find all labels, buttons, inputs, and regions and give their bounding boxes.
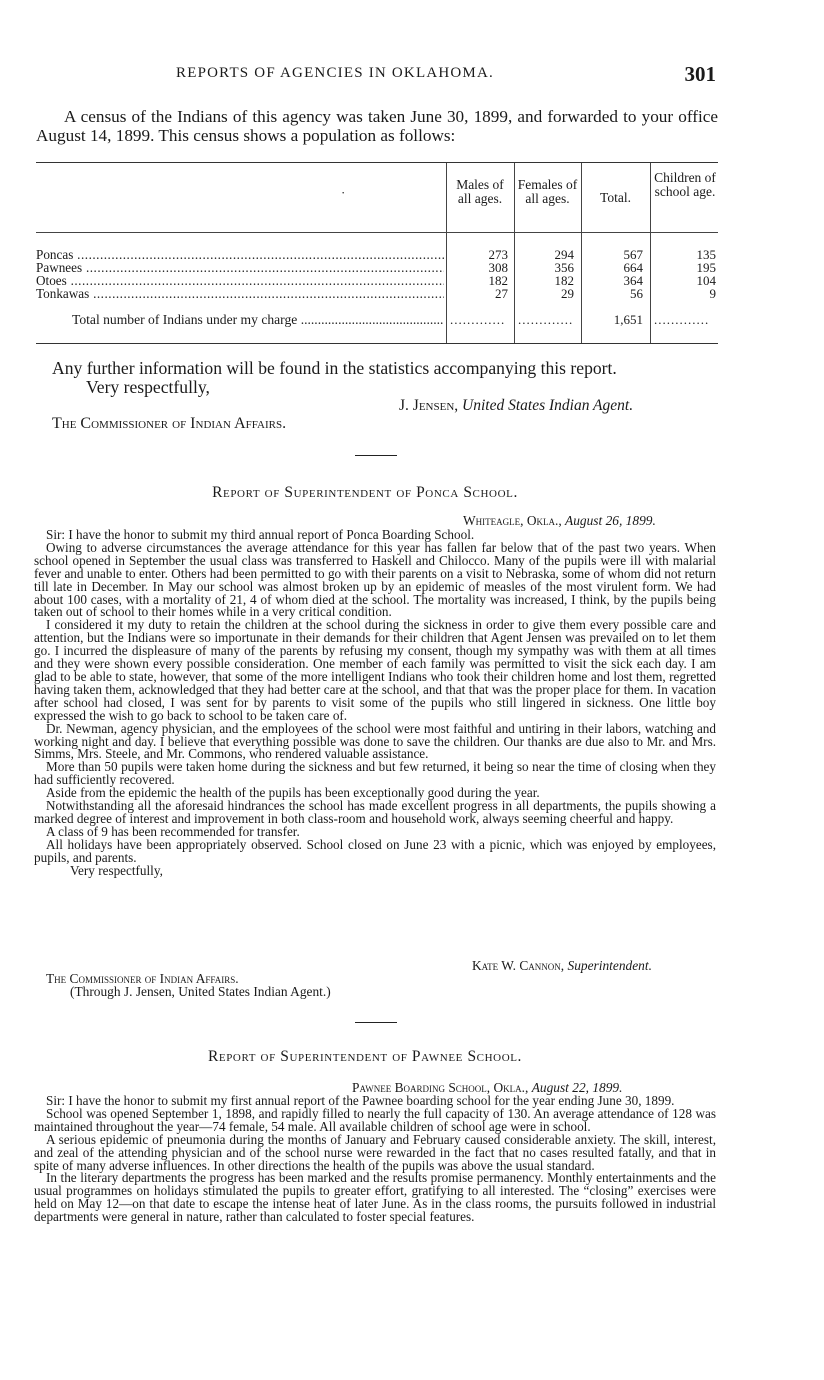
section-divider <box>355 1022 397 1023</box>
row-name: Otoes ..... <box>36 274 444 287</box>
ponca-place-date <box>463 513 656 529</box>
cell-children: 9 <box>709 286 716 301</box>
cell-total: 364 <box>623 273 643 288</box>
section-divider <box>355 455 397 456</box>
agent-title: United States Indian Agent. <box>462 397 634 414</box>
pawnee-report-heading: Report of Superintendent of Pawnee School. <box>207 1048 523 1065</box>
cell-total: 56 <box>630 286 643 301</box>
total-value: 1,651 <box>613 312 643 327</box>
row-name: Pawnees ..... <box>36 261 444 274</box>
ponca-date: August 26, 1899. <box>565 513 656 528</box>
cell-males: 182 <box>488 273 508 288</box>
ponca-paragraph: A class of 9 has been recommended for transfer. <box>46 823 300 839</box>
pawnee-paragraph: A serious epidemic of pneumonia during the months of January and February caused considerable anxiety. The skill, interest, and zeal of the attending physician and of the school nurse were rewarded in the fact that no cases resulted fatally, and that in spite of many adverse influences. In other directions the health of the pupils was above the usual standard. <box>34 1131 716 1173</box>
pawnee-date: August 22, 1899. <box>531 1080 623 1095</box>
page-number: 301 <box>684 62 716 86</box>
ponca-paragraph: Sir: I have the honor to submit my third annual report of Ponca Boarding School. <box>46 527 475 542</box>
agent-signature <box>399 396 633 415</box>
ponca-paragraph: I considered it my duty to retain the children at the school during the sickness in order to give them every possible care and attention, but the Indians were so importunate in their demands for their children that Agent Jensen was prevailed on to let them go. I incurred the displeasure of many of the parents by refusing my consent, though my sympathy was with them at all times and they were shown every possible consideration. One member of each family was permitted to visit the sick each day. I am glad to be able to state, however, that some of the more intelligent Indians who took their children home and lost them, regretted having taken them, acknowledged that they had better care at the school, and that that was the proper place for them. In vacation after school had closed, I was sent for by parents to visit some of the pupils who still lingered in sickness. One little boy expressed the wish to go back to school to be taken care of. <box>34 617 716 723</box>
agency-complimentary-close: Very respectfully, <box>86 377 210 397</box>
ponca-paragraph: Notwithstanding all the aforesaid hindrances the school has made excellent progress in all departments, the pupils showing a marked degree of interest and improvement in both class-room and household work, always seeming cheerful and happy. <box>34 798 716 826</box>
total-dots-children: ............. <box>654 312 710 327</box>
total-dots-females: ............. <box>518 312 574 327</box>
pawnee-report-body <box>34 1095 716 1224</box>
ponca-through-line: (Through J. Jensen, United States Indian Agent.) <box>70 984 331 999</box>
agency-addressee: The Commissioner of Indian Affairs. <box>52 415 287 432</box>
cell-females: 356 <box>554 260 574 275</box>
pawnee-place: Pawnee Boarding School, Okla., <box>352 1080 529 1095</box>
pawnee-paragraph: School was opened September 1, 1898, and rapidly filled to nearly the full capacity of 130. An average attendance of 128 was maintained throughout the year—74 female, 54 male. All available children of school age were in school. <box>34 1105 716 1134</box>
stub-mark: · <box>341 185 346 200</box>
cell-males: 27 <box>495 286 508 301</box>
column-header-females: Females of all ages. <box>517 177 578 206</box>
cell-children: 195 <box>696 260 716 275</box>
column-header-males: Males of all ages. <box>456 177 504 206</box>
ponca-paragraph: Owing to adverse circumstances the average attendance for this year has fallen far below that of the past two years. When school opened in September the usual class was transferred to Haskell and Chilocco. Many of the pupils were ill with malarial fever and unable to enter. Others had been permitted to go with their parents on a visit to Nebraska, some of whom did not return till late in December. In May our school was almost broken up by an epidemic of measles of the most virulent form. We had about 100 cases, with a mortality of 21, 4 of whom died at the school. The mortality was increased, I think, by the pupils being taken out of school to their homes while in a very critical condition. <box>34 539 716 620</box>
table-divider <box>446 163 447 343</box>
table-divider <box>650 163 651 343</box>
ponca-complimentary-close: Very respectfully, <box>70 862 163 878</box>
agent-name: J. Jensen, <box>399 397 459 414</box>
cell-children: 104 <box>696 273 716 288</box>
table-header-rule <box>36 232 718 233</box>
running-head <box>36 62 716 88</box>
cell-children: 135 <box>696 247 716 262</box>
table-divider <box>581 163 582 343</box>
pawnee-paragraph: Sir: I have the honor to submit my first annual report of the Pawnee boarding school for the year ending June 30, 1899. <box>46 1093 675 1108</box>
cell-total: 567 <box>623 247 643 262</box>
superintendent-signature <box>472 958 652 974</box>
row-name: Tonkawas ..... <box>36 287 444 300</box>
superintendent-name: Kate W. Cannon, <box>472 958 565 973</box>
total-row-label: Total number of Indians under my charge ..... <box>72 312 444 328</box>
cell-males: 273 <box>488 247 508 262</box>
ponca-paragraph: Dr. Newman, agency physician, and the employees of the school were most faithful and untiring in their labors, watching and working night and day. I believe that everything possible was done to save the children. Our thanks are due also to Mr. and Mrs. Simms, Mrs. Steele, and Mr. Commons, who rendered valuable assistance. <box>34 720 716 762</box>
superintendent-title: Superintendent. <box>567 958 652 973</box>
row-name: Poncas ..... <box>36 248 444 261</box>
cell-females: 182 <box>554 273 574 288</box>
ponca-paragraph: All holidays have been appropriately observed. School closed on June 23 with a picnic, which was enjoyed by employees, pupils, and parents. <box>34 836 716 865</box>
cell-males: 308 <box>488 260 508 275</box>
cell-total: 664 <box>623 260 643 275</box>
running-title: REPORTS OF AGENCIES IN OKLAHOMA. <box>176 65 494 81</box>
total-dots-males: ............. <box>450 312 506 327</box>
census-table <box>36 162 718 344</box>
cell-females: 294 <box>554 247 574 262</box>
ponca-paragraph: Aside from the epidemic the health of the pupils has been exceptionally good during the year. <box>46 785 540 801</box>
ponca-addressee-text: The Commissioner of Indian Affairs. <box>46 971 239 986</box>
ponca-report-heading: Report of Superintendent of Ponca School. <box>212 484 518 501</box>
column-header-children: Children of school age. <box>654 170 716 199</box>
census-intro: A census of the Indians of this agency was taken June 30, 1899, and forwarded to your office August 14, 1899. This census shows a population as follows: <box>36 107 718 145</box>
ponca-paragraph: More than 50 pupils were taken home during the sickness and but few returned, it being so near the time of closing when they had sufficiently recovered. <box>34 759 716 788</box>
further-information: Any further information will be found in the statistics accompanying this report. <box>52 358 617 378</box>
cell-females: 29 <box>561 286 574 301</box>
ponca-report-body <box>34 529 716 877</box>
column-header-total: Total. <box>600 190 631 205</box>
table-divider <box>514 163 515 343</box>
ponca-place: Whiteagle, Okla., <box>463 513 562 528</box>
pawnee-paragraph: In the literary departments the progress has been marked and the results promise permanency. Monthly entertainments and the usual programmes on holidays stimulated the pupils to greater effort, gratifying to all interested. The “closing” exercises were held on May 12—on that date to escape the intense heat of later June. As in the class rooms, the pursuits followed in industrial departments were general in nature, rather than calculated to foster special features. <box>34 1170 716 1225</box>
